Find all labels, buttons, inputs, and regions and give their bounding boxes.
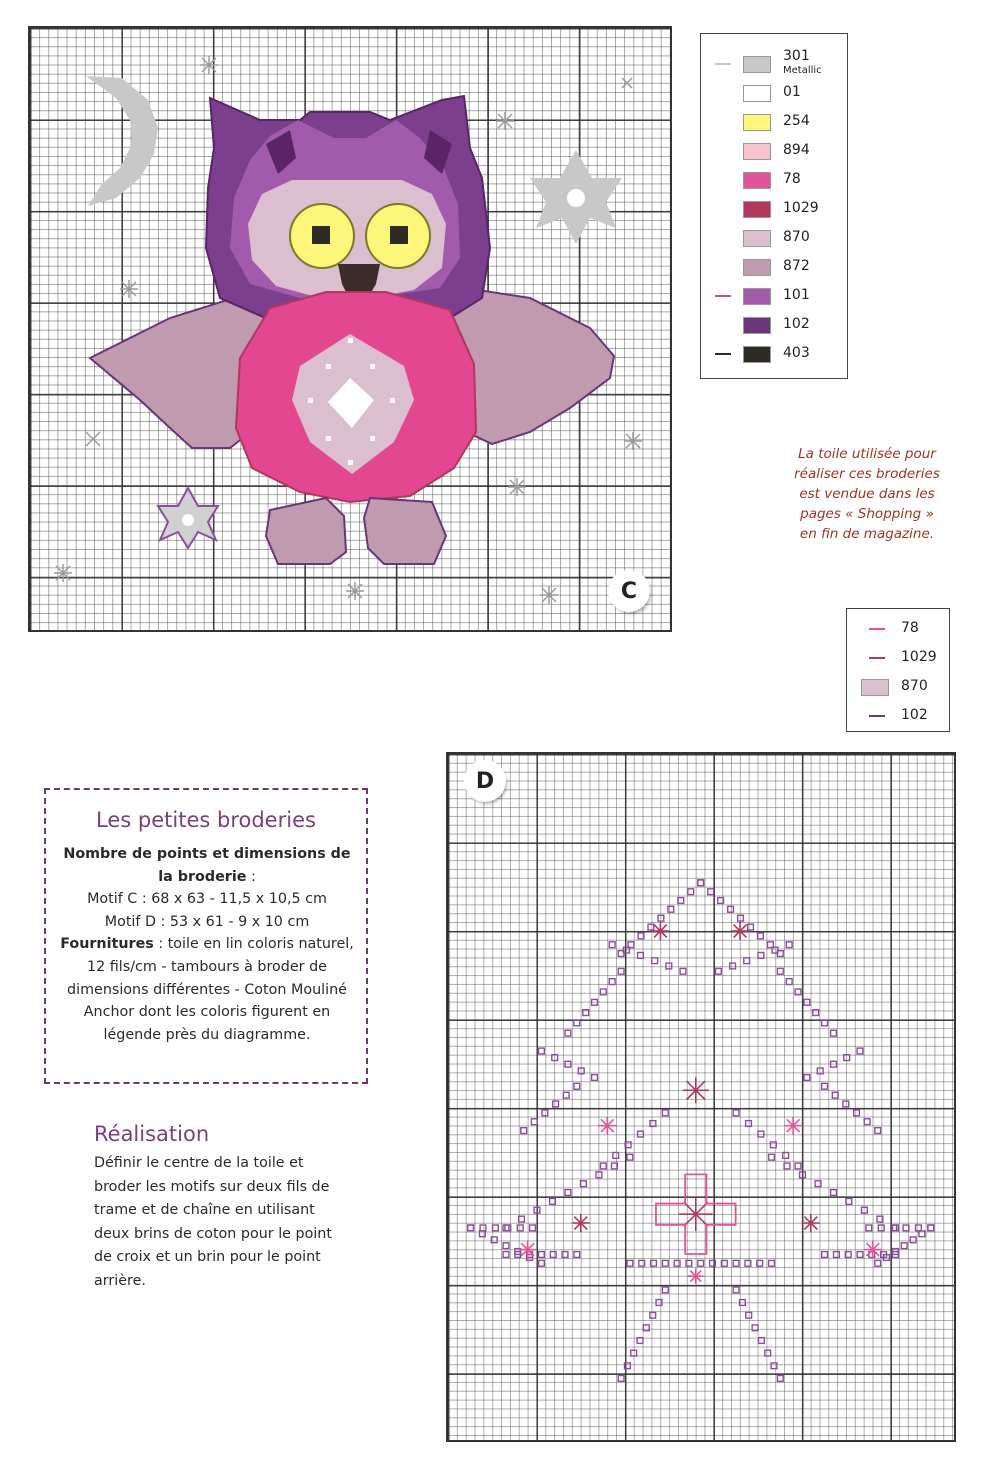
owl-motif <box>30 28 672 632</box>
backstitch-square <box>777 1376 783 1382</box>
legend-row-102 <box>701 315 847 335</box>
backstitch-square <box>878 1225 884 1231</box>
legend-code: 101 <box>783 287 810 303</box>
supplies-text: : toile en lin coloris naturel, 12 fils/cm - tambours à broder de dimensions différentes - Coton Mouliné Anchor dont les coloris figurent en légende près du diagramme. <box>67 936 354 1043</box>
supplies-label: Fournitures <box>60 936 154 953</box>
legend-swatch <box>743 288 771 305</box>
backstitch-square <box>625 1363 631 1369</box>
backstitch-square <box>652 958 658 964</box>
backstitch-square <box>786 942 792 948</box>
legend-swatch <box>743 230 771 247</box>
backstitch-square <box>650 1121 656 1127</box>
backstitch-square <box>728 906 734 912</box>
backstitch-square <box>631 1350 637 1356</box>
star-burst <box>679 1197 713 1231</box>
backstitch-square <box>468 1225 474 1231</box>
backstitch-square <box>758 1131 764 1137</box>
backstitch-square <box>542 1110 548 1116</box>
backstitch-square <box>637 1338 643 1344</box>
backstitch-square <box>574 1083 580 1089</box>
backstitch-square <box>531 1119 537 1125</box>
backstitch-square <box>638 1131 644 1137</box>
legend-row-102 <box>847 706 949 726</box>
star-burst <box>651 922 669 940</box>
backstitch-square <box>553 1101 559 1107</box>
star-burst <box>598 1117 616 1135</box>
legend-row-78 <box>847 619 949 639</box>
backstitch-square <box>815 1181 821 1187</box>
legend-swatch <box>743 346 771 363</box>
legend-code: 78 <box>783 171 801 187</box>
backstitch-square <box>539 1048 545 1054</box>
legend-row-78 <box>701 170 847 190</box>
backstitch-square <box>928 1225 934 1231</box>
backstitch-square <box>928 1225 934 1231</box>
legend-row-1029 <box>847 648 949 668</box>
backstitch-square <box>581 1181 587 1187</box>
backstitch-square <box>503 1252 509 1258</box>
legend-backstitch-line <box>869 715 885 717</box>
backstitch-square <box>893 1225 899 1231</box>
legend-code: 78 <box>901 620 919 636</box>
backstitch-square <box>757 1260 763 1266</box>
backstitch-square <box>730 963 736 969</box>
backstitch-square <box>857 1252 863 1258</box>
legend-row-01 <box>701 83 847 103</box>
backstitch-square <box>658 915 664 921</box>
chart-c-owl <box>28 26 672 632</box>
legend-swatch <box>861 679 889 696</box>
backstitch-square <box>480 1231 486 1237</box>
color-legend-small <box>846 608 950 732</box>
backstitch-square <box>565 1030 571 1036</box>
legend-row-254 <box>701 112 847 132</box>
legend-code: 894 <box>783 142 810 158</box>
backstitch-square <box>804 999 810 1005</box>
backstitch-square <box>698 1260 704 1266</box>
legend-swatch <box>743 114 771 131</box>
backstitch-square <box>493 1225 499 1231</box>
backstitch-square <box>765 1350 771 1356</box>
star-burst <box>864 1241 882 1259</box>
backstitch-square <box>480 1225 486 1231</box>
legend-code: 1029 <box>783 200 819 216</box>
backstitch-square <box>613 1153 619 1159</box>
backstitch-square <box>517 1225 523 1231</box>
backstitch-square <box>748 924 754 930</box>
legend-row-870 <box>847 677 949 697</box>
legend-swatch <box>743 317 771 334</box>
chart-d-badge: D <box>466 762 504 800</box>
backstitch-square <box>822 1020 828 1026</box>
backstitch-square <box>891 1225 897 1231</box>
backstitch-square <box>583 1010 589 1016</box>
backstitch-square <box>769 1260 775 1266</box>
backstitch-square <box>674 1260 680 1266</box>
backstitch-square <box>759 1338 765 1344</box>
backstitch-square <box>643 1325 649 1331</box>
backstitch-square <box>777 968 783 974</box>
note-line: La toile utilisée pour <box>798 446 936 462</box>
backstitch-square <box>686 1260 692 1266</box>
backstitch-square <box>822 1252 828 1258</box>
backstitch-square <box>562 1252 568 1258</box>
count-colon: : <box>246 868 256 885</box>
color-legend-main <box>700 33 848 379</box>
backstitch-square <box>866 1225 872 1231</box>
backstitch-square <box>565 1190 571 1196</box>
backstitch-square <box>832 1092 838 1098</box>
backstitch-square <box>771 1363 777 1369</box>
backstitch-square <box>846 1199 852 1205</box>
legend-code-sub: Metallic <box>783 65 822 76</box>
backstitch-square <box>804 1075 810 1081</box>
backstitch-square <box>662 1260 668 1266</box>
backstitch-square <box>769 1154 775 1160</box>
backstitch-square <box>503 1243 509 1249</box>
info-box <box>44 788 368 1084</box>
chart-d-tree <box>446 752 956 1442</box>
legend-row-1029 <box>701 199 847 219</box>
note-line: en fin de magazine. <box>799 526 935 542</box>
legend-swatch <box>743 201 771 218</box>
backstitch-square <box>698 880 704 886</box>
info-box-title: Les petites broderies <box>96 808 316 832</box>
backstitch-square <box>721 1260 727 1266</box>
backstitch-square <box>468 1225 474 1231</box>
legend-backstitch-line <box>869 628 885 630</box>
backstitch-square <box>552 1055 558 1061</box>
backstitch-square <box>491 1237 497 1243</box>
backstitch-square <box>534 1207 540 1213</box>
backstitch-square <box>843 1101 849 1107</box>
fabric-note <box>756 444 978 544</box>
backstitch-square <box>910 1237 916 1243</box>
legend-code: 872 <box>783 258 810 274</box>
backstitch-square <box>795 1163 801 1169</box>
backstitch-square <box>600 989 606 995</box>
backstitch-square <box>746 1312 752 1318</box>
star-burst <box>802 1214 820 1232</box>
backstitch-square <box>916 1225 922 1231</box>
backstitch-square <box>656 1300 662 1306</box>
backstitch-square <box>609 979 615 985</box>
backstitch-square <box>745 1260 751 1266</box>
backstitch-square <box>752 1325 758 1331</box>
legend-code: 1029 <box>901 649 937 665</box>
backstitch-square <box>618 968 624 974</box>
backstitch-square <box>505 1225 511 1231</box>
backstitch-square <box>746 1121 752 1127</box>
backstitch-square <box>592 1075 598 1081</box>
backstitch-square <box>817 1068 823 1074</box>
backstitch-square <box>740 1300 746 1306</box>
legend-code: 102 <box>783 316 810 332</box>
backstitch-square <box>563 1092 569 1098</box>
star-flower-motif <box>530 150 622 244</box>
backstitch-square <box>596 1172 602 1178</box>
backstitch-square <box>503 1225 509 1231</box>
backstitch-square <box>822 1083 828 1089</box>
backstitch-square <box>612 1163 618 1169</box>
backstitch-square <box>662 1110 668 1116</box>
backstitch-square <box>530 1225 536 1231</box>
backstitch-square <box>795 989 801 995</box>
backstitch-square <box>688 889 694 895</box>
legend-code: 403 <box>783 345 810 361</box>
backstitch-square <box>845 1252 851 1258</box>
backstitch-square <box>831 1190 837 1196</box>
backstitch-square <box>857 1048 863 1054</box>
legend-backstitch-line <box>869 657 885 659</box>
tree-motif <box>448 754 956 1442</box>
legend-code: 01 <box>783 84 801 100</box>
backstitch-square <box>813 1010 819 1016</box>
motif-d-dimensions: Motif D : 53 x 61 - 9 x 10 cm <box>104 913 310 930</box>
legend-row-301 <box>701 48 847 76</box>
star-burst <box>572 1214 590 1232</box>
backstitch-square <box>574 1252 580 1258</box>
backstitch-square <box>638 953 644 959</box>
legend-swatch <box>743 56 771 73</box>
backstitch-square <box>733 1110 739 1116</box>
star-burst <box>683 1077 709 1103</box>
legend-swatch <box>743 172 771 189</box>
legend-row-870 <box>701 228 847 248</box>
backstitch-square <box>539 1260 545 1266</box>
backstitch-square <box>638 933 644 939</box>
backstitch-square <box>578 1068 584 1074</box>
star-flower-motif <box>158 488 218 548</box>
backstitch-square <box>875 1260 881 1266</box>
legend-row-872 <box>701 257 847 277</box>
legend-row-101 <box>701 286 847 306</box>
legend-code: 870 <box>901 678 928 694</box>
backstitch-square <box>710 1260 716 1266</box>
backstitch-square <box>708 889 714 895</box>
backstitch-square <box>550 1252 556 1258</box>
backstitch-square <box>639 1260 645 1266</box>
backstitch-square <box>783 1153 789 1159</box>
star-burst <box>688 1268 704 1284</box>
legend-row-403 <box>701 344 847 364</box>
backstitch-square <box>864 1119 870 1125</box>
backstitch-square <box>903 1225 909 1231</box>
backstitch-square <box>574 1020 580 1026</box>
legend-swatch <box>743 259 771 276</box>
backstitch-square <box>519 1216 525 1222</box>
backstitch-square <box>592 999 598 1005</box>
backstitch-square <box>565 1061 571 1067</box>
backstitch-square <box>844 1055 850 1061</box>
backstitch-square <box>831 1030 837 1036</box>
backstitch-square <box>758 953 764 959</box>
legend-backstitch-line <box>715 353 731 355</box>
backstitch-square <box>831 1061 837 1067</box>
legend-code: 102 <box>901 707 928 723</box>
legend-row-894 <box>701 141 847 161</box>
backstitch-square <box>784 1163 790 1169</box>
legend-code: 301 <box>783 48 810 64</box>
backstitch-square <box>609 942 615 948</box>
note-line: est vendue dans les <box>799 486 935 502</box>
star-burst <box>784 1117 802 1135</box>
backstitch-square <box>648 924 654 930</box>
backstitch-square <box>733 1260 739 1266</box>
backstitch-square <box>744 958 750 964</box>
backstitch-square <box>666 963 672 969</box>
backstitch-square <box>539 1252 545 1258</box>
info-box-body <box>56 843 358 1046</box>
backstitch-square <box>550 1199 556 1205</box>
backstitch-square <box>627 1154 633 1160</box>
backstitch-square <box>718 898 724 904</box>
note-line: pages « Shopping » <box>800 506 934 522</box>
motif-c-dimensions: Motif C : 68 x 63 - 11,5 x 10,5 cm <box>87 891 327 908</box>
realisation-title: Réalisation <box>94 1122 210 1146</box>
backstitch-square <box>800 1172 806 1178</box>
legend-backstitch-line <box>715 63 731 65</box>
backstitch-square <box>678 898 684 904</box>
count-label: Nombre de points et dimensions de la broderie <box>63 846 351 885</box>
chart-c-badge: C <box>610 572 648 610</box>
backstitch-square <box>758 933 764 939</box>
backstitch-square <box>901 1243 907 1249</box>
backstitch-square <box>834 1252 840 1258</box>
backstitch-square <box>651 1260 657 1266</box>
legend-backstitch-line <box>715 295 731 297</box>
backstitch-square <box>698 880 704 886</box>
backstitch-square <box>627 1260 633 1266</box>
owl-feet <box>266 498 446 564</box>
backstitch-square <box>770 1142 776 1148</box>
backstitch-square <box>521 1128 527 1134</box>
backstitch-square <box>786 979 792 985</box>
backstitch-square <box>875 1128 881 1134</box>
backstitch-square <box>680 968 686 974</box>
owl-body <box>236 292 476 502</box>
backstitch-square <box>600 1163 606 1169</box>
backstitch-square <box>650 1312 656 1318</box>
star-burst <box>519 1241 537 1259</box>
backstitch-square <box>668 906 674 912</box>
realisation-text: Définir le centre de la toile et broder les motifs sur deux fils de trame et de chaîne en utilisant deux brins de coton pour le point de croix et un brin pour le point arrière. <box>94 1155 332 1289</box>
backstitch-square <box>919 1231 925 1237</box>
legend-swatch <box>743 85 771 102</box>
legend-code: 870 <box>783 229 810 245</box>
legend-swatch <box>743 143 771 160</box>
legend-code: 254 <box>783 113 810 129</box>
backstitch-square <box>854 1110 860 1116</box>
backstitch-square <box>662 1287 668 1293</box>
backstitch-square <box>733 1287 739 1293</box>
backstitch-square <box>862 1207 868 1213</box>
backstitch-square <box>625 1142 631 1148</box>
backstitch-square <box>738 915 744 921</box>
owl-head <box>206 96 490 320</box>
backstitch-square <box>716 968 722 974</box>
moon-motif <box>86 76 158 206</box>
backstitch-square <box>877 1216 883 1222</box>
star-burst <box>731 922 749 940</box>
backstitch-square <box>618 1376 624 1382</box>
note-line: réaliser ces broderies <box>794 466 940 482</box>
